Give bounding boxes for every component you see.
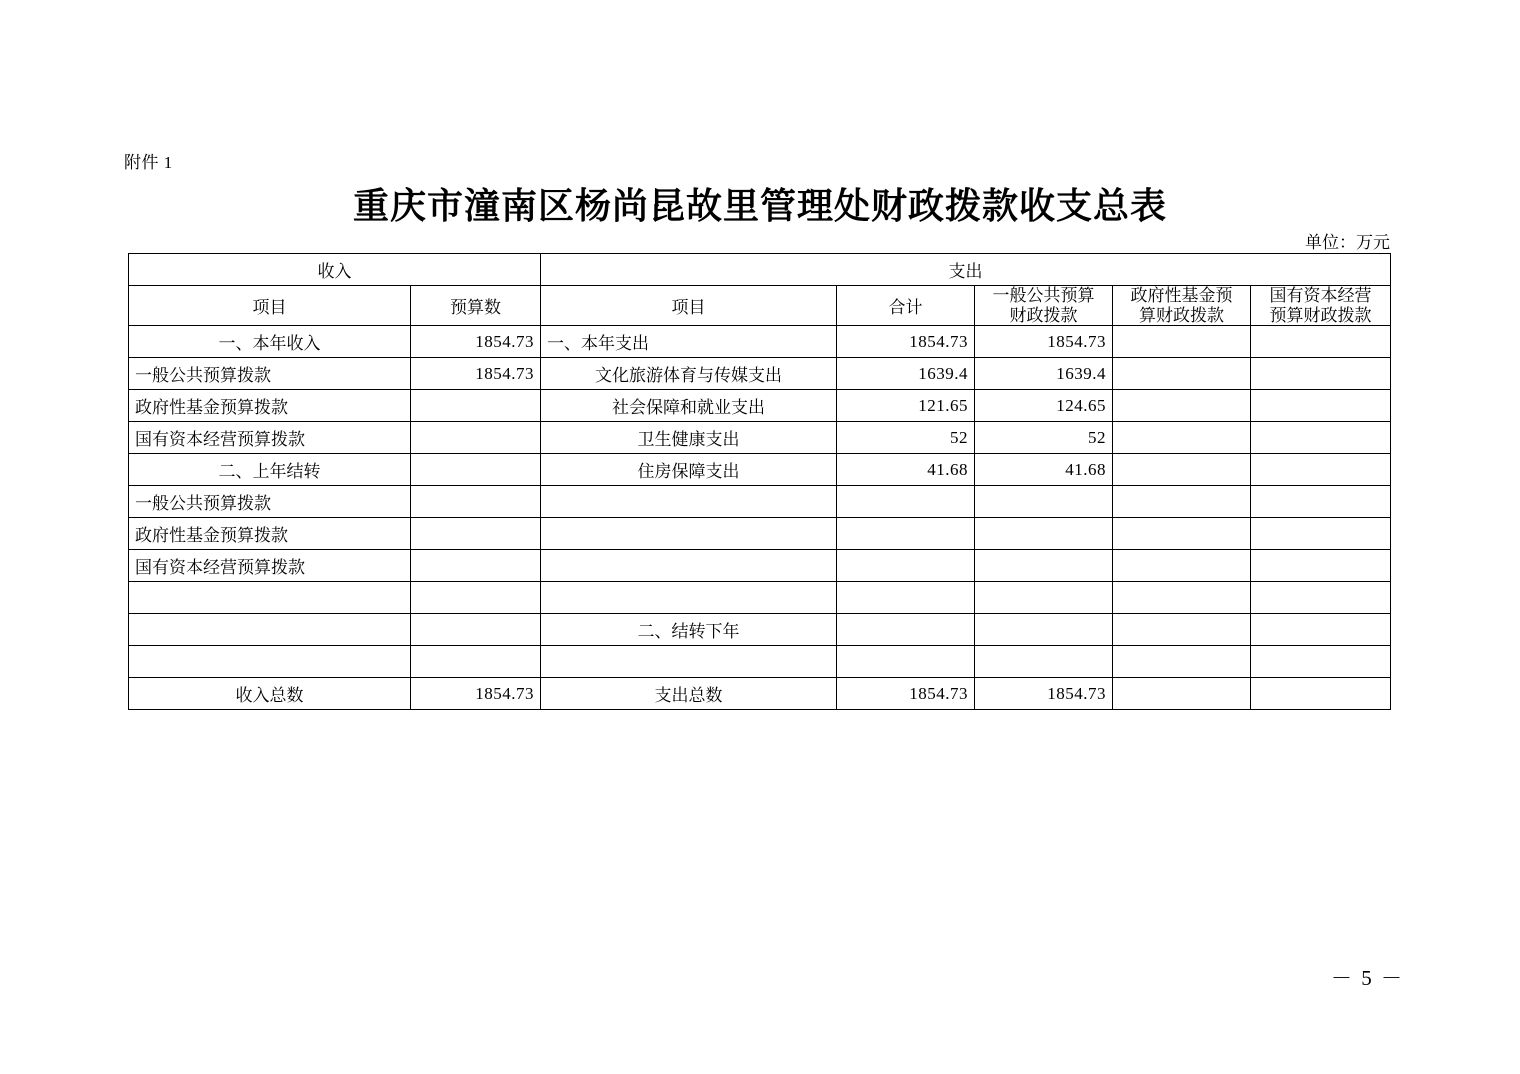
unit-label: 单位：万元 bbox=[1305, 233, 1390, 252]
cell-expense-state-capital bbox=[1251, 486, 1391, 518]
table-row bbox=[129, 550, 1391, 582]
table-group-header-row bbox=[129, 254, 1391, 286]
column-header-general-public-budget-line1: 一般公共预算 bbox=[992, 286, 1095, 305]
cell-expense-government-fund bbox=[1113, 390, 1251, 422]
cell-expense-general-budget: 52 bbox=[975, 422, 1113, 454]
cell-expense-state-capital bbox=[1251, 390, 1391, 422]
cell-income-budget bbox=[411, 614, 541, 646]
cell-expense-item bbox=[541, 646, 837, 678]
cell-income-item: 国有资本经营预算拨款 bbox=[129, 422, 411, 454]
table-row bbox=[129, 678, 1391, 710]
column-header-government-fund-budget-line2: 算财政拨款 bbox=[1139, 305, 1224, 325]
cell-expense-government-fund bbox=[1113, 582, 1251, 614]
cell-expense-state-capital bbox=[1251, 518, 1391, 550]
budget-table bbox=[128, 253, 1391, 710]
cell-income-budget: 1854.73 bbox=[411, 326, 541, 358]
cell-expense-state-capital bbox=[1251, 454, 1391, 486]
table-row bbox=[129, 326, 1391, 358]
cell-income-budget bbox=[411, 582, 541, 614]
cell-expense-item: 文化旅游体育与传媒支出 bbox=[541, 358, 837, 390]
cell-expense-general-budget: 1854.73 bbox=[975, 326, 1113, 358]
cell-expense-total bbox=[837, 614, 975, 646]
cell-income-item: 一、本年收入 bbox=[129, 326, 411, 358]
cell-expense-total: 1854.73 bbox=[837, 678, 975, 710]
column-header-state-capital-budget bbox=[1251, 286, 1391, 326]
cell-expense-total bbox=[837, 550, 975, 582]
cell-income-item: 政府性基金预算拨款 bbox=[129, 518, 411, 550]
column-header-income-item: 项目 bbox=[129, 286, 411, 326]
cell-expense-government-fund bbox=[1113, 454, 1251, 486]
cell-expense-general-budget bbox=[975, 550, 1113, 582]
cell-income-item: 一般公共预算拨款 bbox=[129, 358, 411, 390]
table-row bbox=[129, 646, 1391, 678]
cell-expense-state-capital bbox=[1251, 582, 1391, 614]
table-row bbox=[129, 614, 1391, 646]
cell-expense-item: 住房保障支出 bbox=[541, 454, 837, 486]
cell-expense-state-capital bbox=[1251, 422, 1391, 454]
cell-expense-state-capital bbox=[1251, 326, 1391, 358]
table-body bbox=[129, 326, 1391, 710]
cell-expense-item: 支出总数 bbox=[541, 678, 837, 710]
cell-income-item: 二、上年结转 bbox=[129, 454, 411, 486]
cell-income-item bbox=[129, 614, 411, 646]
cell-expense-total bbox=[837, 582, 975, 614]
column-header-expense-item: 项目 bbox=[541, 286, 837, 326]
cell-expense-general-budget bbox=[975, 614, 1113, 646]
cell-expense-government-fund bbox=[1113, 550, 1251, 582]
cell-income-item bbox=[129, 582, 411, 614]
cell-expense-state-capital bbox=[1251, 614, 1391, 646]
column-header-general-public-budget-line2: 财政拨款 bbox=[1009, 305, 1078, 325]
cell-expense-government-fund bbox=[1113, 678, 1251, 710]
cell-expense-general-budget bbox=[975, 646, 1113, 678]
cell-income-item: 一般公共预算拨款 bbox=[129, 486, 411, 518]
table-column-header-row bbox=[129, 286, 1391, 326]
cell-income-budget bbox=[411, 518, 541, 550]
cell-income-item bbox=[129, 646, 411, 678]
table-row bbox=[129, 486, 1391, 518]
column-header-state-capital-budget-line1: 国有资本经营 bbox=[1269, 286, 1372, 305]
column-header-income-budget: 预算数 bbox=[411, 286, 541, 326]
cell-income-item: 收入总数 bbox=[129, 678, 411, 710]
table-row bbox=[129, 390, 1391, 422]
cell-expense-state-capital bbox=[1251, 358, 1391, 390]
cell-expense-general-budget bbox=[975, 582, 1113, 614]
cell-expense-item: 卫生健康支出 bbox=[541, 422, 837, 454]
cell-expense-government-fund bbox=[1113, 358, 1251, 390]
cell-income-item: 政府性基金预算拨款 bbox=[129, 390, 411, 422]
cell-expense-government-fund bbox=[1113, 326, 1251, 358]
cell-expense-state-capital bbox=[1251, 678, 1391, 710]
cell-expense-item: 社会保障和就业支出 bbox=[541, 390, 837, 422]
cell-expense-general-budget: 124.65 bbox=[975, 390, 1113, 422]
cell-expense-item: 一、本年支出 bbox=[541, 326, 837, 358]
cell-expense-general-budget: 41.68 bbox=[975, 454, 1113, 486]
cell-expense-total: 41.68 bbox=[837, 454, 975, 486]
cell-income-budget bbox=[411, 454, 541, 486]
cell-income-budget bbox=[411, 422, 541, 454]
cell-income-budget: 1854.73 bbox=[411, 678, 541, 710]
cell-income-budget bbox=[411, 486, 541, 518]
column-header-state-capital-budget-line2: 预算财政拨款 bbox=[1269, 305, 1372, 325]
table-row bbox=[129, 582, 1391, 614]
cell-expense-general-budget: 1854.73 bbox=[975, 678, 1113, 710]
cell-income-budget: 1854.73 bbox=[411, 358, 541, 390]
cell-expense-total: 52 bbox=[837, 422, 975, 454]
table-row bbox=[129, 518, 1391, 550]
cell-expense-total bbox=[837, 646, 975, 678]
page-title: 重庆市潼南区杨尚昆故里管理处财政拨款收支总表 bbox=[352, 186, 1167, 226]
cell-expense-state-capital bbox=[1251, 646, 1391, 678]
cell-expense-government-fund bbox=[1113, 422, 1251, 454]
cell-expense-government-fund bbox=[1113, 486, 1251, 518]
cell-expense-item bbox=[541, 518, 837, 550]
cell-expense-total bbox=[837, 518, 975, 550]
table-row bbox=[129, 422, 1391, 454]
cell-expense-total: 1639.4 bbox=[837, 358, 975, 390]
table-row bbox=[129, 454, 1391, 486]
cell-expense-total bbox=[837, 486, 975, 518]
column-header-government-fund-budget-line1: 政府性基金预 bbox=[1130, 286, 1233, 305]
cell-expense-general-budget bbox=[975, 518, 1113, 550]
cell-expense-general-budget bbox=[975, 486, 1113, 518]
cell-expense-state-capital bbox=[1251, 550, 1391, 582]
column-header-expense-total: 合计 bbox=[837, 286, 975, 326]
cell-expense-item bbox=[541, 582, 837, 614]
cell-expense-item: 二、结转下年 bbox=[541, 614, 837, 646]
group-header-expenditure: 支出 bbox=[541, 254, 1391, 286]
cell-income-item: 国有资本经营预算拨款 bbox=[129, 550, 411, 582]
cell-income-budget bbox=[411, 646, 541, 678]
column-header-general-public-budget bbox=[975, 286, 1113, 326]
group-header-income: 收入 bbox=[129, 254, 541, 286]
column-header-government-fund-budget bbox=[1113, 286, 1251, 326]
cell-expense-item bbox=[541, 550, 837, 582]
cell-expense-government-fund bbox=[1113, 614, 1251, 646]
attachment-label: 附件 1 bbox=[124, 153, 173, 172]
cell-expense-total: 121.65 bbox=[837, 390, 975, 422]
cell-expense-general-budget: 1639.4 bbox=[975, 358, 1113, 390]
cell-expense-total: 1854.73 bbox=[837, 326, 975, 358]
cell-expense-item bbox=[541, 486, 837, 518]
cell-income-budget bbox=[411, 550, 541, 582]
page-number: － 5 － bbox=[1331, 966, 1404, 990]
cell-expense-government-fund bbox=[1113, 518, 1251, 550]
table-row bbox=[129, 358, 1391, 390]
cell-expense-government-fund bbox=[1113, 646, 1251, 678]
cell-income-budget bbox=[411, 390, 541, 422]
